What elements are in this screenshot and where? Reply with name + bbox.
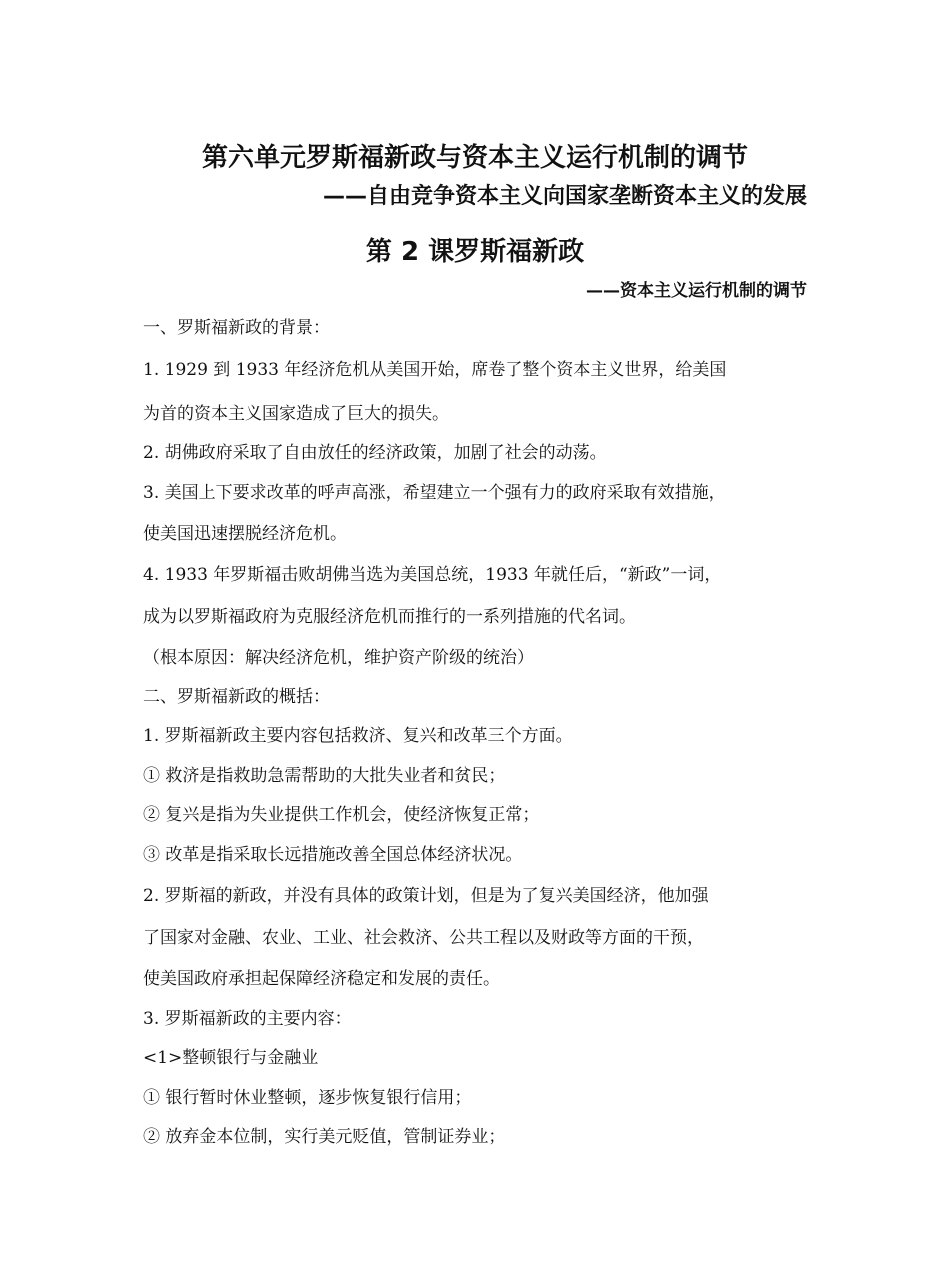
unit-title: 第六单元罗斯福新政与资本主义运行机制的调节: [201, 143, 748, 173]
paragraph-line: 3. 罗斯福新政的主要内容：: [143, 1009, 352, 1029]
lesson-subtitle: ——资本主义运行机制的调节: [586, 281, 807, 301]
section-heading-overview: 二、罗斯福新政的概括：: [143, 687, 330, 707]
paragraph-line: 成为以罗斯福政府为克服经济危机而推行的一系列措施的代名词。: [143, 607, 636, 627]
paragraph-line: 1. 罗斯福新政主要内容包括救济、复兴和改革三个方面。: [143, 726, 573, 746]
paragraph-line: 3. 美国上下要求改革的呼声高涨，希望建立一个强有力的政府采取有效措施，: [143, 483, 726, 503]
section-heading-background: 一、罗斯福新政的背景：: [143, 318, 330, 338]
paragraph-line: 4. 1933 年罗斯福击败胡佛当选为美国总统，1933 年就任后，“新政”一词，: [143, 565, 722, 585]
paragraph-line: （根本原因：解决经济危机，维护资产阶级的统治）: [143, 648, 534, 668]
lesson-title: 第 2 课罗斯福新政: [365, 237, 585, 267]
list-item: ② 放弃金本位制，实行美元贬值，管制证券业；: [143, 1127, 506, 1147]
list-item: ② 复兴是指为失业提供工作机会，使经济恢复正常；: [143, 805, 540, 825]
paragraph-line: 2. 罗斯福的新政，并没有具体的政策计划，但是为了复兴美国经济，他加强: [143, 886, 709, 906]
paragraph-line: 使美国政府承担起保障经济稳定和发展的责任。: [143, 969, 500, 989]
list-item: ① 银行暂时休业整顿，逐步恢复银行信用；: [143, 1088, 472, 1108]
paragraph-line: 了国家对金融、农业、工业、社会救济、公共工程以及财政等方面的干预，: [143, 928, 704, 948]
list-item: ① 救济是指救助急需帮助的大批失业者和贫民；: [143, 766, 506, 786]
paragraph-line: 2. 胡佛政府采取了自由放任的经济政策，加剧了社会的动荡。: [143, 443, 607, 463]
paragraph-line: 使美国迅速摆脱经济危机。: [143, 524, 347, 544]
subsection-heading: <1>整顿银行与金融业: [143, 1048, 319, 1068]
paragraph-line: 1. 1929 到 1933 年经济危机从美国开始，席卷了整个资本主义世界，给美国: [143, 360, 727, 380]
paragraph-line: 为首的资本主义国家造成了巨大的损失。: [143, 404, 449, 424]
list-item: ③ 改革是指采取长远措施改善全国总体经济状况。: [143, 845, 523, 865]
unit-subtitle: ——自由竞争资本主义向国家垄断资本主义的发展: [322, 184, 807, 209]
